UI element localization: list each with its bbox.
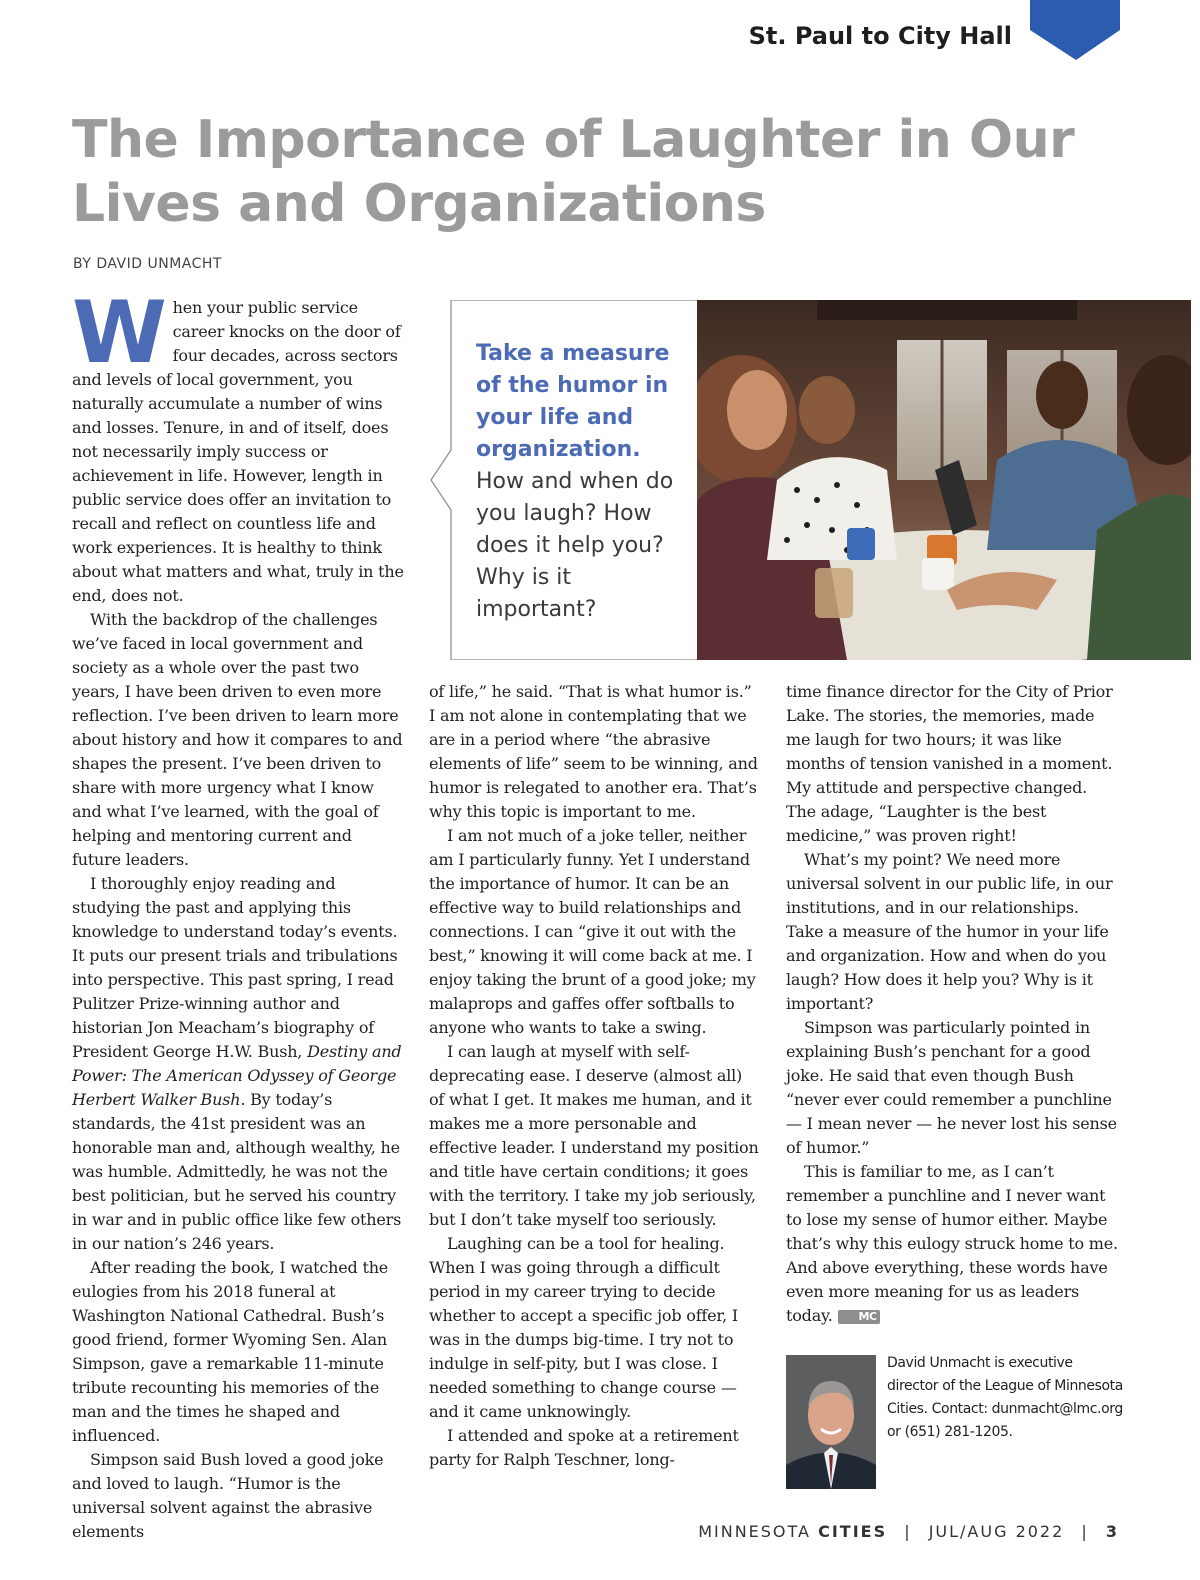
byline: BY DAVID UNMACHT bbox=[73, 256, 222, 272]
body-paragraph: After reading the book, I watched the eulogies from his 2018 funeral at Washington National Cathedral. Bush’s good friend, former Wyoming Sen. Alan Simpson, gave a remarkable 11-minute tribute recounting his memories of the man and the times he shaped and influenced. bbox=[72, 1258, 389, 1445]
body-paragraph bbox=[786, 1160, 1119, 1328]
section-label: St. Paul to City Hall bbox=[748, 22, 1012, 50]
body-paragraph: With the backdrop of the challenges we’ve faced in local government and society as a whole over the past two years, I have been driven to even more reflection. I’ve been driven to learn more about history and how it compares to and shapes the present. I’ve been driven to share with more urgency what I know and what I’ve learned, with the goal of helping and mentoring current and future leaders. bbox=[72, 610, 403, 869]
paragraph-text: This is familiar to me, as I can’t remember a punchline and I never want to lose my sense of humor either. Maybe that’s why this eulogy struck home to me. And above everything, these words have even more meaning for us as leaders today. bbox=[786, 1162, 1118, 1325]
body-paragraph bbox=[72, 872, 405, 1256]
body-paragraph: time finance director for the City of Prior Lake. The stories, the memories, made me laugh for two hours; it was like months of tension vanished in a moment. My attitude and perspective changed. The adage, “Laughter is the best medicine,” was proven right! bbox=[786, 682, 1113, 845]
footer-divider: | bbox=[1081, 1522, 1089, 1541]
publication-name-light: MINNESOTA bbox=[698, 1522, 811, 1541]
corner-tab-marker bbox=[1030, 0, 1120, 62]
author-portrait-photo bbox=[786, 1355, 876, 1489]
body-paragraph: I am not much of a joke teller, neither am I particularly funny. Yet I understand the importance of humor. It can be an effective way to build relationships and connections. I can “give it out with the best,” knowing it will come back at me. I enjoy taking the brunt of a good joke; my malaprops and gaffes offer softballs to anyone who wants to take a swing. bbox=[429, 826, 756, 1037]
pull-quote-text: How and when do you laugh? How does it help you? Why is it important? bbox=[476, 469, 674, 622]
body-paragraph: I attended and spoke at a retirement party for Ralph Teschner, long- bbox=[429, 1426, 739, 1469]
issue-date: JUL/AUG 2022 bbox=[928, 1522, 1065, 1541]
body-paragraph: I can laugh at myself with self-deprecating ease. I deserve (almost all) of what I get. It makes me human, and it makes me a more personable and effective leader. I understand my position and title have certain conditions; it goes with the territory. I take my job seriously, but I don’t take myself too seriously. bbox=[429, 1042, 759, 1229]
book-title: Destiny and Power: The American Odyssey of George Herbert Walker Bush bbox=[72, 1042, 402, 1109]
footer-divider: | bbox=[904, 1522, 912, 1541]
first-paragraph-text: hen your public service career knocks on the door of four decades, across sectors and levels of local government, you naturally accumulate a number of wins and losses. Tenure, in and of itself, does not necessarily imply success or achievement in life. However, length in public service does offer an invitation to recall and reflect on countless life and work experiences. It is healthy to think about what matters and what, truly in the end, does not. bbox=[72, 298, 404, 605]
article-column-3 bbox=[786, 680, 1119, 1328]
body-paragraph: Laughing can be a tool for healing. When I was going through a difficult period in my career trying to decide whether to accept a specific job offer, I was in the dumps big-time. I try not to indulge in self-pity, but I was close. I needed something to change course — and it came unknowingly. bbox=[429, 1234, 739, 1421]
pull-quote bbox=[476, 338, 686, 626]
pull-quote-bold: Take a measure of the humor in your life and organization. bbox=[476, 341, 670, 462]
body-paragraph: of life,” he said. “That is what humor is.” I am not alone in contemplating that we are in a period where “the abrasive elements of life” seem to be winning, and humor is relegated to another era. That’s why this topic is important to me. bbox=[429, 682, 758, 821]
body-paragraph: What’s my point? We need more universal solvent in our public life, in our institutions, and in our relationships. Take a measure of the humor in your life and organization. How and when do you laugh? How does it help you? Why is it important? bbox=[786, 850, 1113, 1013]
author-bio: David Unmacht is executive director of the League of Minnesota Cities. Contact: dunmacht@lmc.org or (651) 281-1205. bbox=[887, 1355, 1123, 1440]
group-laughing-photo bbox=[697, 300, 1191, 660]
page-number: 3 bbox=[1105, 1522, 1119, 1541]
mc-logo-icon: MC bbox=[838, 1310, 880, 1324]
publication-name-bold: CITIES bbox=[818, 1522, 888, 1541]
article-column-2 bbox=[429, 680, 762, 1472]
article-column-1 bbox=[72, 283, 405, 1544]
paragraph-text: . By today’s standards, the 41st president was an honorable man and, although wealthy, he was humble. Admittedly, he was not the best politician, but he served his country in war and in public office like few others in our nation’s 246 years. bbox=[72, 1090, 402, 1253]
article-title: The Importance of Laughter in Our Lives and Organizations bbox=[72, 110, 1075, 234]
drop-cap: W bbox=[72, 283, 167, 383]
page-footer bbox=[698, 1522, 1119, 1541]
body-paragraph: Simpson was particularly pointed in explaining Bush’s penchant for a good joke. He said that even though Bush “never ever could remember a punchline — I mean never — he never lost his sense of humor.” bbox=[786, 1018, 1117, 1157]
first-paragraph bbox=[72, 283, 405, 608]
body-paragraph: Simpson said Bush loved a good joke and loved to laugh. “Humor is the universal solvent against the abrasive elements bbox=[72, 1450, 384, 1541]
paragraph-text: I thoroughly enjoy reading and studying the past and applying this knowledge to understand today’s events. It puts our present trials and tribulations into perspective. This past spring, I read Pulitzer Prize-winning author and historian Jon Meacham’s biography of President George H.W. Bush, bbox=[72, 874, 398, 1061]
